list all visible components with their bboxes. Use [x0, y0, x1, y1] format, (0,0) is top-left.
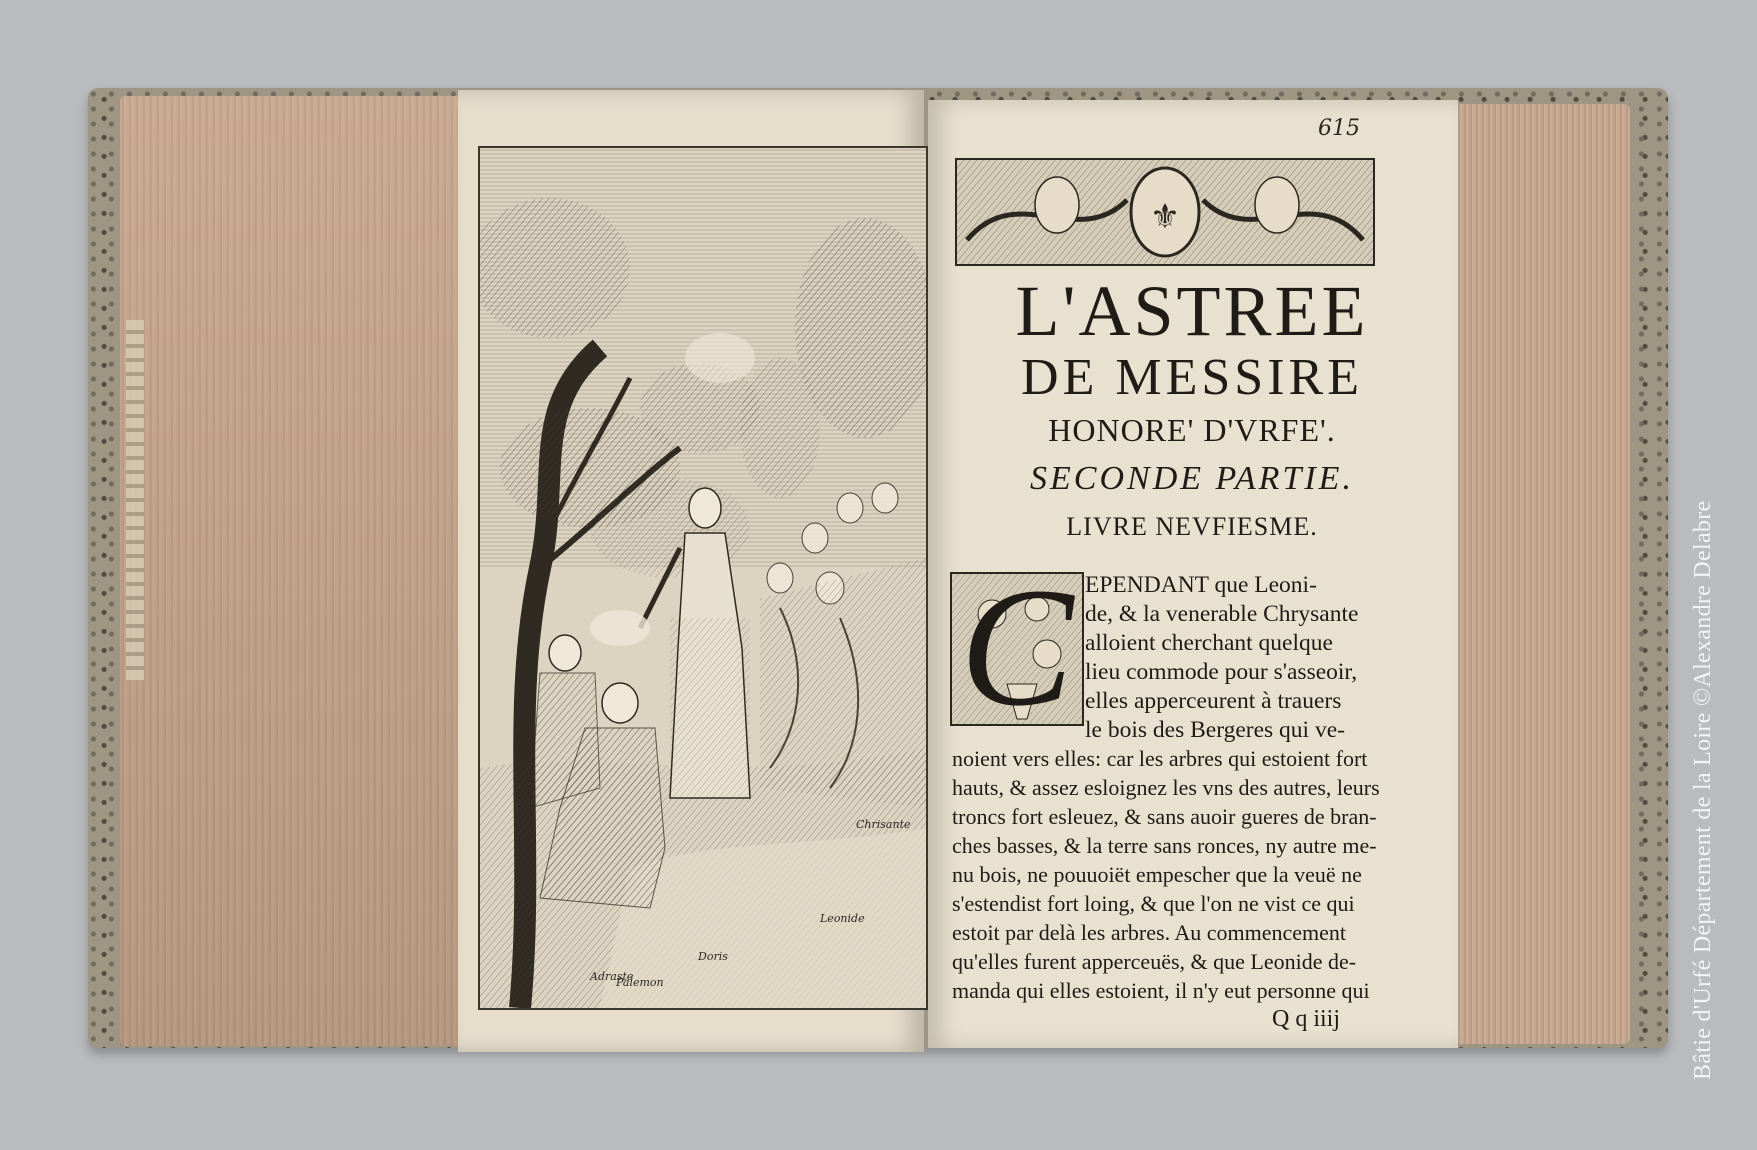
- title-line-author: HONORE' D'VRFE'.: [1048, 412, 1336, 448]
- spine-label-strip: [126, 320, 144, 680]
- signature-mark: Q q iiij: [1272, 1006, 1341, 1032]
- figure-label-doris: Doris: [698, 950, 728, 963]
- body-line: le bois des Bergeres qui ve-: [1085, 717, 1345, 743]
- body-line: alloient cherchant quelque: [1085, 630, 1333, 656]
- body-line: ches basses, & la terre sans ronces, ny autre me-: [952, 833, 1377, 858]
- figure-label-chrisante: Chrisante: [856, 818, 911, 831]
- figure-label-palemon: Palemon: [616, 976, 664, 989]
- title-line-messire: DE MESSIRE: [1021, 349, 1363, 406]
- left-page-block-edge: [120, 96, 460, 1046]
- svg-text:⚜: ⚜: [1149, 197, 1181, 237]
- ornamental-headpiece: [955, 158, 1375, 266]
- body-line: lieu commode pour s'asseoir,: [1085, 659, 1358, 685]
- page-number: 615: [1318, 116, 1360, 141]
- fleur-de-lis-headpiece-icon: [957, 160, 1373, 264]
- body-line: qu'elles furent apperceuës, & que Leonide de-: [952, 949, 1357, 974]
- title-line-book: LIVRE NEVFIESME.: [1066, 512, 1318, 541]
- drop-cap-letter: C: [960, 572, 1074, 726]
- body-line: de, & la venerable Chrysante: [1085, 601, 1359, 627]
- body-line: troncs fort esleuez, & sans auoir gueres de bran-: [952, 804, 1377, 829]
- photo-credit: Bâtie d'Urfé Département de la Loire ©Alexandre Delabre: [1690, 500, 1716, 1080]
- right-page-block-edge: [1450, 104, 1630, 1044]
- engraving-plate: [478, 146, 928, 1010]
- body-line: hauts, & assez esloignez les vns des autres, leurs: [952, 775, 1380, 800]
- ornamental-drop-cap: [950, 572, 1084, 726]
- body-line: estoit par delà les arbres. Au commencement: [952, 920, 1347, 945]
- figure-label-adraste: Adraste: [590, 970, 634, 983]
- title-line-part: SECONDE PARTIE.: [1030, 460, 1354, 497]
- body-line: EPENDANT que Leoni-: [1085, 572, 1317, 598]
- engraving-illustration: [480, 148, 926, 1008]
- body-line: s'estendist fort loing, & que l'on ne vist ce qui: [952, 891, 1355, 916]
- body-line: elles apperceurent à trauers: [1085, 688, 1342, 714]
- body-line: manda qui elles estoient, il n'y eut personne qui: [952, 978, 1370, 1003]
- body-line: noient vers elles: car les arbres qui estoient fort: [952, 746, 1368, 771]
- body-line: nu bois, ne pouuoiët empescher que la veuë ne: [952, 862, 1362, 887]
- figure-label-leonide: Leonide: [820, 912, 865, 925]
- title-line-astree: L'ASTREE: [1015, 271, 1369, 351]
